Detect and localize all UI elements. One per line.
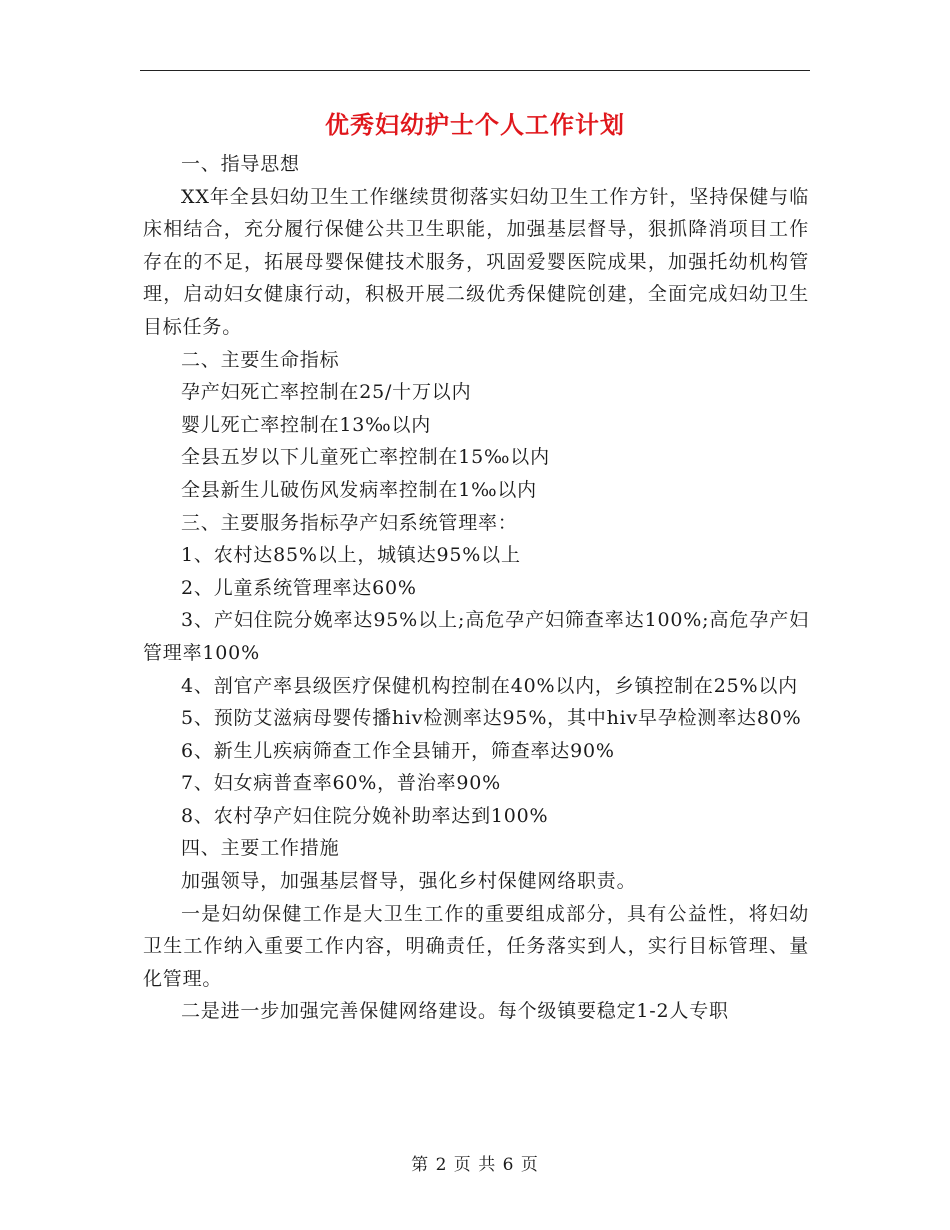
list-item: 8、农村孕产妇住院分娩补助率达到100% (181, 804, 549, 827)
list-item: 3、产妇住院分娩率达95%以上;高危孕产妇筛查率达100%;高危孕产妇管理率100% (143, 609, 809, 664)
list-item: 7、妇女病普查率60%，普治率90% (181, 772, 501, 795)
section-heading: 二、主要生命指标 (181, 348, 340, 371)
list-item: 2、儿童系统管理率达60% (181, 576, 417, 599)
paragraph: 加强领导，加强基层督导，强化乡村保健网络职责。 (181, 870, 637, 893)
list-item: 婴儿死亡率控制在13‰以内 (181, 413, 432, 436)
paragraph: 二是进一步加强完善保健网络建设。每个级镇要稳定1-2人专职 (181, 1000, 729, 1023)
list-item: 6、新生儿疾病筛查工作全县铺开，筛查率达90% (181, 739, 615, 762)
header-rule (140, 70, 810, 71)
document-title: 优秀妇幼护士个人工作计划 (325, 110, 625, 139)
section-heading: 一、指导思想 (181, 153, 300, 175)
list-item: 全县新生儿破伤风发病率控制在1‰以内 (181, 478, 537, 501)
paragraph: 一是妇幼保健工作是大卫生工作的重要组成部分，具有公益性，将妇幼卫生工作纳入重要工作内容，明确责任，任务落实到人，实行目标管理、量化管理。 (143, 902, 809, 990)
paragraph: XX年全县妇幼卫生工作继续贯彻落实妇幼卫生工作方针，坚持保健与临床相结合，充分履行保健公共卫生职能，加强基层督导，狠抓降消项目工作存在的不足，拓展母婴保健技术服务，巩固爱婴医院成果，加强托幼机构管理，启动妇女健康行动，积极开展二级优秀保健院创建，全面完成妇幼卫生目标任务。 (143, 185, 809, 338)
page-footer (0, 1150, 950, 1175)
list-item: 4、剖官产率县级医疗保健机构控制在40%以内，乡镇控制在25%以内 (181, 674, 798, 697)
list-item: 全县五岁以下儿童死亡率控制在15‰以内 (181, 446, 550, 469)
page-number-label: 第 2 页 共 6 页 (411, 1155, 539, 1175)
list-item: 1、农村达85%以上，城镇达95%以上 (181, 544, 521, 567)
section-heading: 三、主要服务指标孕产妇系统管理率： (181, 511, 518, 534)
list-item: 孕产妇死亡率控制在25/十万以内 (181, 381, 472, 404)
document-body (143, 148, 809, 1028)
list-item: 5、预防艾滋病母婴传播hiv检测率达95%，其中hiv早孕检测率达80% (181, 707, 802, 730)
section-heading: 四、主要工作措施 (181, 837, 340, 860)
